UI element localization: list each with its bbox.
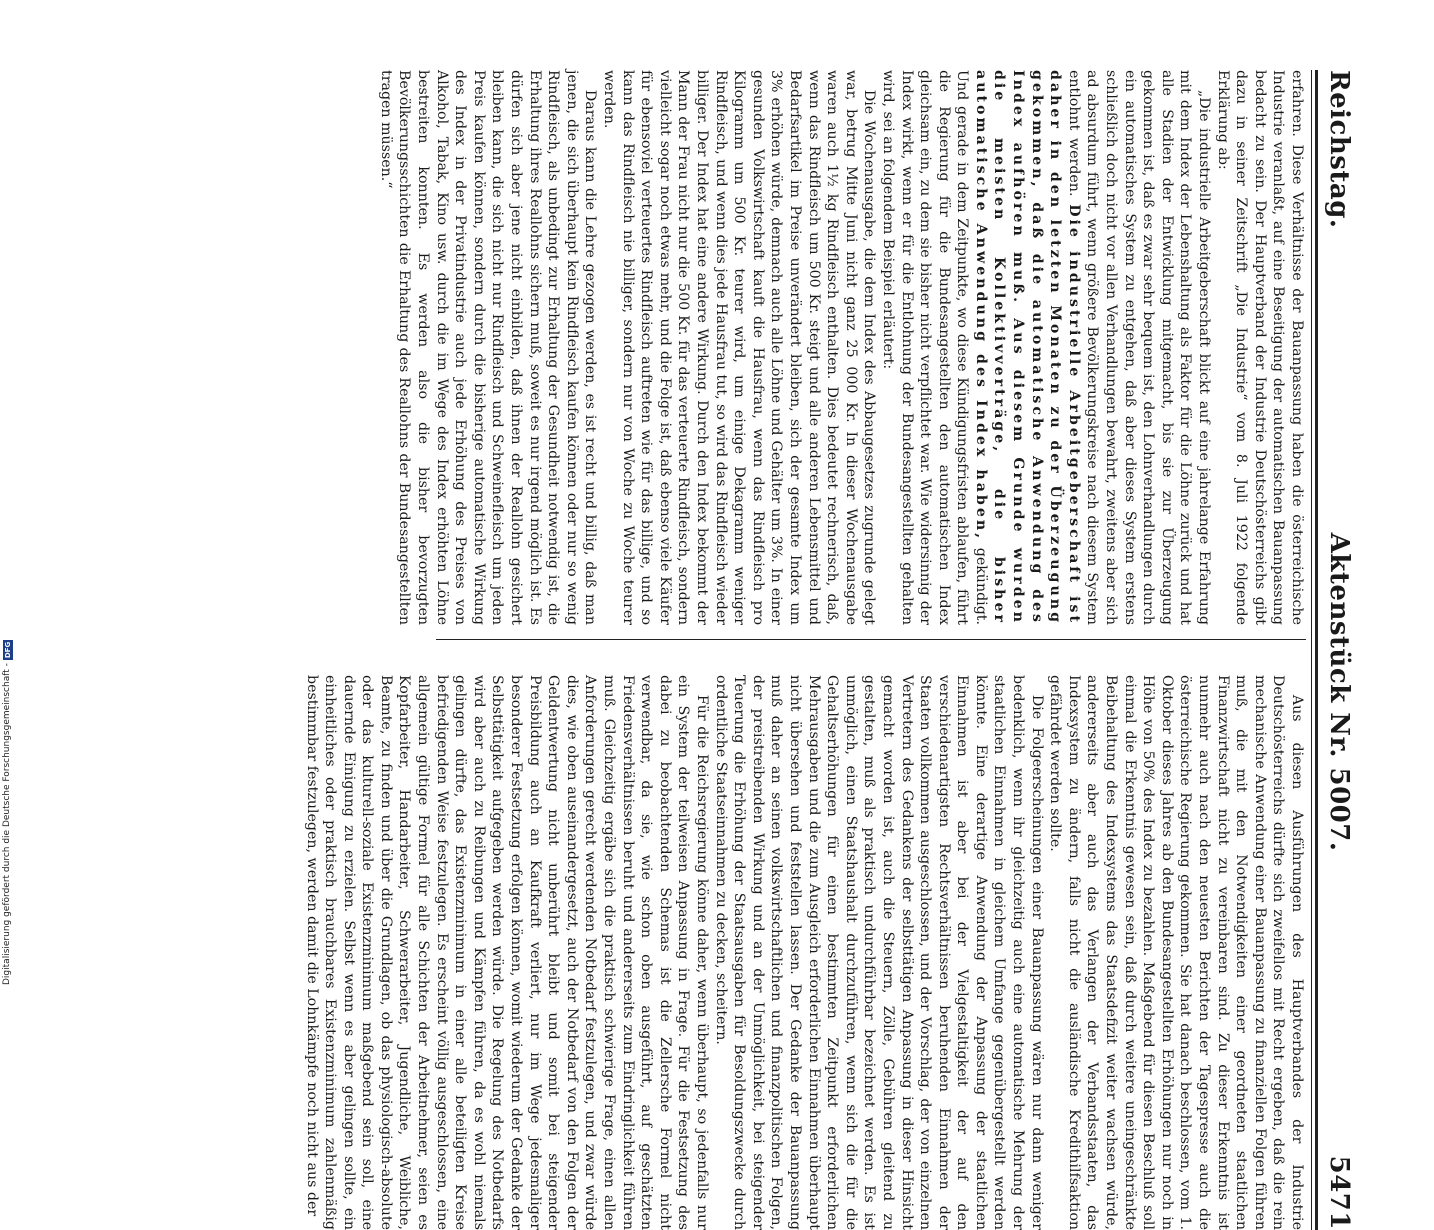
digitization-credit	[0, 0, 14, 1000]
header-rule	[1315, 70, 1318, 1230]
paragraph: Für die Reichsregierung könne daher, wenn überhaupt, so jedenfalls nur ein System der teilweisen Anpassung in Frage. Für die Festsetzung des dabei zu beobachtenden Schemas ist die Zellersche Formel nicht verwendbar, da sie, wie schon oben ausgeführt, auf geschätzten Friedensverhältnissen beruht und andererseits zum Eindringlichkeit führen muß. Gleichzeitig ergäbe sich die praktisch schwierige Frage, einen allen Anforderungen gerecht werdenden Notbedarf festzulegen, und zwar würde dies, wie oben auseinandergesetzt, auch der Notbedarf von den Folgen der Geldentwertung nicht unberührt bleibt und somit bei steigender Preisbildung auch an Kaufkraft verliert, nur im Wege jedesmaliger besonderer Festsetzung erfolgen können, womit wiederum der Gedanke der Selbsttätigkeit aufgegeben werden würde. Die Regelung des Notbedarfs wird aber auch zu Reibungen und Kämpfen führen, da es wohl niemals gelingen dürfte, das Existenzminimum in einer alle beteiligten Kreise befriedigenden Weise festzulegen. Es erscheint völlig ausgeschlossen, eine allgemein gültige Formel für alle Schichten der Arbeitnehmer, seien es Kopfarbeiter, Handarbeiter, Schwerarbeiter, Jugendliche, Weibliche, Beamte, zu finden und über die Grundlagen, ob das physiologisch-absolute oder das kulturell-soziale Existenzminimum maßgebend sein soll, eine dauernde Einigung zu erzielen. Selbst wenn es aber gelingen sollte, ein einheitliches oder praktisch brauchbares Existenzminimum zahlenmäßig bestimmbar festzulegen, werden damit die Lohnkämpfe noch nicht aus der	[303, 675, 710, 1230]
quote-text-cont: gekündigt. Und gerade in dem Zeitpunkte, wo diese Kündigungsfristen ablaufen, führt die Regierung für die Bundesangestellten den automatischen Index gleichsam ein, zu dem sie bisher nicht verpflichtet war. Wie widersinnig der Index wirkt, wenn er für die Entlohnung der Bundesangestellten gehalten wird, sei an folgendem Beispiel erläutert:	[879, 70, 989, 625]
page-header	[1319, 70, 1359, 1230]
paragraph: Die Wochenausgabe, die dem Index des Abbaugesetzes zugrunde gelegt war, betrug Mitte Juni nicht ganz 25 000 Kr. In dieser Wochenausgabe waren auch 1½ kg Rindfleisch enthalten. Dies bedeutet rechnerisch, daß, wenn das Rindfleisch um 500 Kr. steigt und alle anderen Lebensmittel und Bedarfsartikel im Preise unverändert bleiben, sich der gesamte Index um 3% erhöhen würde, demnach auch alle Löhne und Gehälter um 3%. In einer gesunden Volkswirtschaft kauft die Hausfrau, wenn das Rindfleisch pro Kilogramm um 500 Kr. teurer wird, um einige Dekagramm weniger Rindfleisch, und wenn dies jede Hausfrau tut, so wird das Rindfleisch wieder billiger. Der Index hat eine andere Wirkung. Durch den Index bekommt der Mann der Frau nicht nur die 500 Kr. für das verteuerte Rindfleisch, sondern vielleicht sogar noch etwas mehr, und die Folge ist, daß ebenso viele Käufer für ebensoviel verteuertes Rindfleisch auftreten wie für das billige, und so kann das Rindfleisch nie billiger, sondern nur von Woche zu Woche teurer werden.	[601, 70, 878, 625]
header-reichstag: Reichstag.	[1324, 70, 1354, 229]
left-column	[377, 70, 1306, 626]
header-rule-thin	[1311, 70, 1312, 1230]
header-aktenstueck: Aktenstück Nr. 5007.	[1324, 532, 1354, 852]
paragraph: erfahren. Diese Verhältnisse der Bauanpassung haben die österreichische Industrie veranlaßt, auf eine Beseitigung der automatischen Bauanpassung bedacht zu sein. Der Hauptverband der Industrie Deutschösterreichs gibt dazu in seiner Zeitschrift „Die Industrie“ vom 8. Juli 1922 folgende Erklärung ab:	[1214, 70, 1305, 625]
quote-text: „Die industrielle Arbeitgeberschaft blickt auf eine jahrelange Erfahrung mit dem Index der Lebenshaltung als Faktor für die Löhne zurück und hat alle Stadien der Entwicklung mitgemacht, bis sie zur Überzeugung gekommen ist, daß es zwar sehr bequem ist, den Lohnverhandlungen durch ein automatisches System zu entgehen, daß aber dieses System erstens schließlich doch nicht vor allen Verhandlungen bewahrt, zweitens aber sich ad absurdum führt, wenn größere Bevölkerungskreise nach diesem System entlohnt werden.	[1065, 70, 1213, 625]
paragraph: Die Folgeerscheinungen einer Bauanpassung wären nur dann weniger bedenklich, wenn ihr gleichzeitig auch eine automatische Mehrung der staatlichen Einnahmen in gleichem Umfange gegenübergestellt werden könnte. Eine derartige Anwendung der Anpassung der staatlichen Einnahmen ist aber bei der Vielgestaltigkeit der auf den verschiedenartigsten Rechtsverhältnissen beruhenden Einnahmen der Staaten vollkommen ausgeschlossen, und der Vorschlag, der von einzelnen Vertretern des Gedankens der selbsttätigen Anpassung in dieser Hinsicht gemacht worden ist, auch die Steuern, Zölle, Gebühren gleitend zu gestalten, muß als praktisch undurchführbar bezeichnet werden. Es ist unmöglich, einen Staatshaushalt durchzuführen, wenn sich die für die Gehaltserhöhungen für einen bestimmten Zeitpunkt erforderlichen Mehrausgaben und die zum Ausgleich erforderlichen Einnahmen überhaupt nicht übersehen und feststellen lassen. Der Gedanke der Bauanpassung muß daher an seinen volkswirtschaftlichen und finanzpolitischen Folgen, der preistreibenden Wirkung und an der Unmöglichkeit, bei steigender Teuerung die Erhöhung der Staatsausgaben für Besoldungszwecke durch ordentliche Staatseinnahmen zu decken, scheitern.	[712, 675, 1045, 1230]
paragraph	[878, 70, 1213, 625]
credit-text: Digitalisierung gefördert durch die Deutsche Forschungsgemeinschaft -	[2, 663, 12, 985]
right-column	[303, 675, 1306, 1230]
emphasized-text: Die industrielle Arbeitgeberschaft ist daher in den letzten Monaten zu der Überzeugung gekommen, daß die automatische Anwendung des Index aufhören muß. Aus diesem Grunde wurden die meisten Kollektivverträge, die bisher automatische Anwendung des Index haben,	[972, 70, 1082, 626]
column-divider	[436, 639, 1306, 640]
paragraph: Daraus kann die Lehre gezogen werden, es ist recht und billig, daß man jenen, die sich überhaupt kein Rindfleisch kaufen können oder nur so wenig Rindfleisch, als unbedingt zur Erhaltung der Gesundheit notwendig ist, die Erhaltung ihres Reallohns sichern muß, soweit es nur irgend möglich ist. Es dürfen sich aber jene nicht einbilden, daß ihnen der Reallohn gesichert bleiben kann, die sich nicht nur Rindfleisch und Schweinefleisch um jeden Preis kaufen können, sondern durch die bisherige automatische Wirkung des Index in der Privatindustrie auch jede Erhöhung des Preises von Alkohol, Tabak, Kino usw. durch die im Wege des Index erhöhten Löhne bestreiten konnten. Es werden also die bisher bevorzugten Bevölkerungsschichten die Erhaltung des Reallohns der Bundesangestellten tragen müssen.“	[377, 70, 599, 625]
dfg-logo-icon: DFG	[3, 641, 12, 659]
paragraph: Aus diesen Ausführungen des Hauptverbandes der Industrie Deutschösterreichs dürfte sich zweifellos mit Recht ergeben, daß die rein mechanische Anwendung einer Bauanpassung zu finanziellen Folgen führen muß, die mit den Notwendigkeiten einer geordneten staatlichen Finanzwirtschaft nicht zu vereinbaren sind. Zu dieser Erkenntnis ist nunmehr auch nach den neuesten Berichten der Tagespresse auch die österreichische Regierung gekommen. Sie hat danach beschlossen, vom 1. Oktober dieses Jahres ab den Bundesangestellten Erhöhungen nur noch in Höhe von 50% des Index zu bezahlen. Maßgebend für diesen Beschluß soll einmal die Erkenntnis gewesen sein, daß durch weitere uneingeschränkte Beibehaltung des Indexsystems das Staatsdefizit weiter wachsen würde, andererseits aber auch das Verlangen der Verbandsstaaten, das Indexsystem zu ändern, falls nicht die ausländische Kredithilfsaktion gefährdet werden sollte.	[1047, 675, 1305, 1230]
page-number: 5471	[1324, 1155, 1354, 1230]
